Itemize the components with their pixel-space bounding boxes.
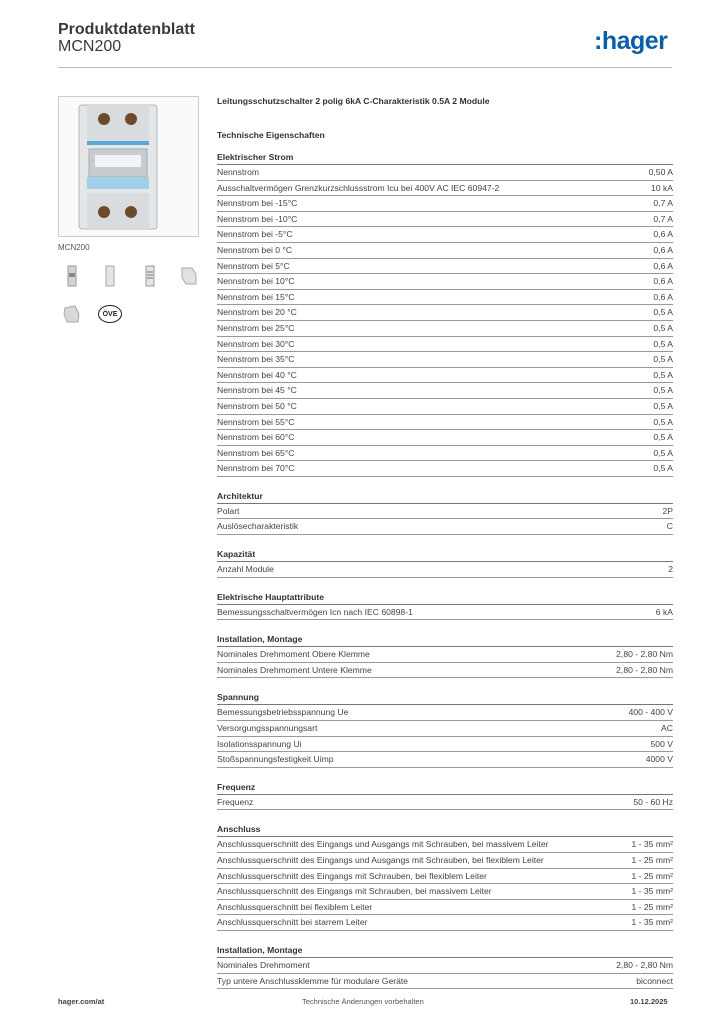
section-title: Anschluss (217, 822, 673, 837)
spec-section (217, 943, 673, 989)
spec-label: Anschlussquerschnitt des Eingangs mit Schrauben, bei flexiblem Leiter (217, 870, 487, 881)
spec-label: Bemessungsbetriebsspannung Ue (217, 707, 349, 718)
product-image[interactable] (58, 96, 199, 237)
thumb-side-view-icon[interactable] (96, 262, 124, 290)
spec-row (217, 915, 673, 931)
spec-row (217, 958, 673, 974)
spec-value: 1 - 35 mm² (631, 839, 673, 850)
spec-label: Isolationsspannung Ui (217, 738, 302, 749)
spec-value: 0,50 A (648, 167, 673, 177)
spec-value: C (666, 521, 673, 532)
spec-row (217, 368, 673, 384)
spec-label: Nennstrom bei 25°C (217, 322, 295, 333)
section-title: Elektrischer Strom (217, 150, 673, 165)
spec-value: 400 - 400 V (628, 707, 673, 718)
spec-row (217, 647, 673, 663)
spec-row (217, 884, 673, 900)
spec-row (217, 461, 673, 477)
spec-value: 0,6 A (653, 244, 673, 255)
spec-label: Nennstrom bei 5°C (217, 260, 290, 271)
spec-row (217, 721, 673, 737)
page-title: Produktdatenblatt (58, 21, 195, 38)
spec-value: 0,5 A (653, 354, 673, 365)
footer-disclaimer: Technische Änderungen vorbehalten (302, 997, 424, 1006)
spec-label: Anschlussquerschnitt des Eingangs und Ausgangs mit Schrauben, bei flexiblem Leiter (217, 855, 544, 865)
spec-section (217, 780, 673, 811)
spec-row (217, 752, 673, 768)
spec-label: Nennstrom bei 45 °C (217, 385, 297, 396)
spec-value: 6 kA (655, 606, 673, 617)
spec-row (217, 415, 673, 431)
spec-label: Nennstrom bei 20 °C (217, 307, 297, 318)
spec-label: Nennstrom (217, 167, 260, 177)
spec-value: 2,80 - 2,80 Nm (616, 649, 673, 660)
spec-row (217, 605, 673, 621)
spec-section (217, 590, 673, 621)
spec-row (217, 795, 673, 811)
spec-value: 0,6 A (653, 291, 673, 302)
spec-row (217, 430, 673, 446)
thumb-label-view-icon[interactable] (136, 262, 164, 290)
header-divider (58, 67, 672, 68)
spec-label: Nennstrom bei -15°C (217, 198, 298, 209)
spec-row (217, 227, 673, 243)
spec-row (217, 181, 673, 197)
spec-value: 1 - 25 mm² (631, 870, 673, 881)
spec-label: Frequenz (217, 796, 254, 807)
spec-label: Anschlussquerschnitt des Eingangs und Ausgangs mit Schrauben, bei massivem Leiter (217, 839, 549, 850)
spec-value: 0,6 A (653, 260, 673, 271)
section-title: Elektrische Hauptattribute (217, 590, 673, 605)
spec-value: 10 kA (651, 182, 673, 193)
spec-value: 2 (668, 564, 673, 575)
spec-value: 0,5 A (653, 400, 673, 411)
spec-value: 0,6 A (653, 229, 673, 240)
spec-section (217, 150, 673, 477)
spec-value: 1 - 35 mm² (631, 886, 673, 897)
spec-label: Nennstrom bei 0 °C (217, 244, 293, 255)
product-description: Leitungsschutzschalter 2 polig 6kA C-Charakteristik 0.5A 2 Module (217, 96, 490, 106)
footer-date: 10.12.2025 (630, 997, 668, 1006)
spec-label: Nennstrom bei -5°C (217, 229, 293, 240)
spec-label: Versorgungsspannungsart (217, 723, 318, 734)
product-code: MCN200 (58, 38, 122, 55)
spec-label: Nennstrom bei -10°C (217, 213, 298, 224)
section-title: Kapazität (217, 547, 673, 562)
spec-row (217, 705, 673, 721)
spec-row (217, 399, 673, 415)
spec-row (217, 196, 673, 212)
spec-row (217, 383, 673, 399)
spec-row (217, 212, 673, 228)
spec-label: Nominales Drehmoment (217, 959, 310, 970)
section-title: Frequenz (217, 780, 673, 795)
spec-value: 2,80 - 2,80 Nm (616, 959, 673, 970)
spec-value: 0,5 A (653, 432, 673, 443)
spec-row (217, 504, 673, 520)
spec-row (217, 274, 673, 290)
spec-value: 0,7 A (653, 213, 673, 224)
spec-panel (217, 94, 673, 989)
spec-row (217, 900, 673, 916)
spec-row (217, 737, 673, 753)
spec-label: Nennstrom bei 10°C (217, 276, 295, 287)
spec-section (217, 489, 673, 535)
spec-value: 4000 V (645, 754, 673, 765)
spec-label: Nennstrom bei 60°C (217, 432, 295, 443)
thumb-front-view-icon[interactable] (58, 262, 86, 290)
spec-value: 0,5 A (653, 447, 673, 458)
spec-label: Nennstrom bei 70°C (217, 463, 295, 474)
spec-label: Nennstrom bei 35°C (217, 354, 295, 365)
spec-label: Nennstrom bei 40 °C (217, 369, 297, 380)
spec-row (217, 352, 673, 368)
hager-logo[interactable]: :hager (594, 27, 668, 55)
spec-label: Anschlussquerschnitt bei starrem Leiter (217, 917, 368, 928)
spec-row (217, 290, 673, 306)
spec-section (217, 690, 673, 767)
spec-value: 2P (662, 505, 673, 516)
spec-section (217, 547, 673, 578)
spec-row (217, 562, 673, 578)
thumb-angle-view-icon[interactable] (58, 300, 86, 328)
spec-value: 2,80 - 2,80 Nm (616, 664, 673, 675)
spec-label: Nennstrom bei 30°C (217, 338, 295, 349)
spec-label: Nominales Drehmoment Obere Klemme (217, 649, 370, 660)
spec-row (217, 519, 673, 535)
spec-label: Nennstrom bei 65°C (217, 447, 295, 458)
spec-section (217, 632, 673, 678)
spec-label: Auslösecharakteristik (217, 521, 299, 532)
spec-value: 50 - 60 Hz (633, 796, 673, 807)
spec-value: 1 - 25 mm² (631, 855, 673, 865)
spec-value: 0,5 A (653, 322, 673, 333)
tech-heading: Technische Eigenschaften (217, 130, 325, 140)
spec-value: 0,5 A (653, 416, 673, 427)
spec-row (217, 869, 673, 885)
ove-certification-icon[interactable] (96, 300, 124, 328)
spec-label: Anschlussquerschnitt des Eingangs mit Schrauben, bei massivem Leiter (217, 886, 492, 897)
spec-row (217, 305, 673, 321)
spec-row (217, 337, 673, 353)
circuit-breaker-icon (59, 97, 198, 236)
spec-row (217, 259, 673, 275)
spec-label: Nennstrom bei 55°C (217, 416, 295, 427)
spec-value: biconnect (636, 975, 673, 986)
spec-value: 0,5 A (653, 385, 673, 396)
spec-value: 1 - 35 mm² (631, 917, 673, 928)
spec-label: Bemessungsschaltvermögen Icn nach IEC 60898-1 (217, 606, 413, 617)
ove-badge-text: ÖVE (98, 305, 122, 323)
product-caption: MCN200 (58, 243, 90, 252)
section-title: Spannung (217, 690, 673, 705)
spec-value: AC (661, 723, 673, 734)
section-title: Installation, Montage (217, 632, 673, 647)
spec-section (217, 822, 673, 931)
spec-row (217, 243, 673, 259)
spec-label: Stoßspannungsfestigkeit Uimp (217, 754, 334, 765)
spec-value: 0,5 A (653, 338, 673, 349)
spec-label: Ausschaltvermögen Grenzkurzschlussstrom Icu bei 400V AC IEC 60947-2 (217, 182, 500, 193)
section-title: Installation, Montage (217, 943, 673, 958)
spec-row (217, 853, 673, 869)
spec-sections (217, 150, 673, 989)
spec-label: Anzahl Module (217, 564, 274, 575)
spec-row (217, 663, 673, 679)
spec-label: Nennstrom bei 15°C (217, 291, 295, 302)
thumb-perspective-view-icon[interactable] (174, 262, 202, 290)
spec-label: Typ untere Anschlussklemme für modulare Geräte (217, 975, 409, 986)
spec-label: Nominales Drehmoment Untere Klemme (217, 664, 372, 675)
spec-label: Nennstrom bei 50 °C (217, 400, 297, 411)
spec-row (217, 321, 673, 337)
spec-row (217, 837, 673, 853)
spec-row (217, 974, 673, 990)
spec-value: 0,6 A (653, 276, 673, 287)
spec-label: Polart (217, 505, 240, 516)
spec-value: 0,7 A (653, 198, 673, 209)
spec-row (217, 446, 673, 462)
spec-value: 0,5 A (653, 307, 673, 318)
spec-value: 1 - 25 mm² (631, 901, 673, 912)
spec-value: 0,5 A (653, 369, 673, 380)
spec-value: 0,5 A (653, 463, 673, 474)
spec-value: 500 V (650, 738, 673, 749)
spec-label: Anschlussquerschnitt bei flexiblem Leiter (217, 901, 373, 912)
section-title: Architektur (217, 489, 673, 504)
spec-row (217, 165, 673, 181)
footer-website-link[interactable]: hager.com/at (58, 997, 105, 1006)
